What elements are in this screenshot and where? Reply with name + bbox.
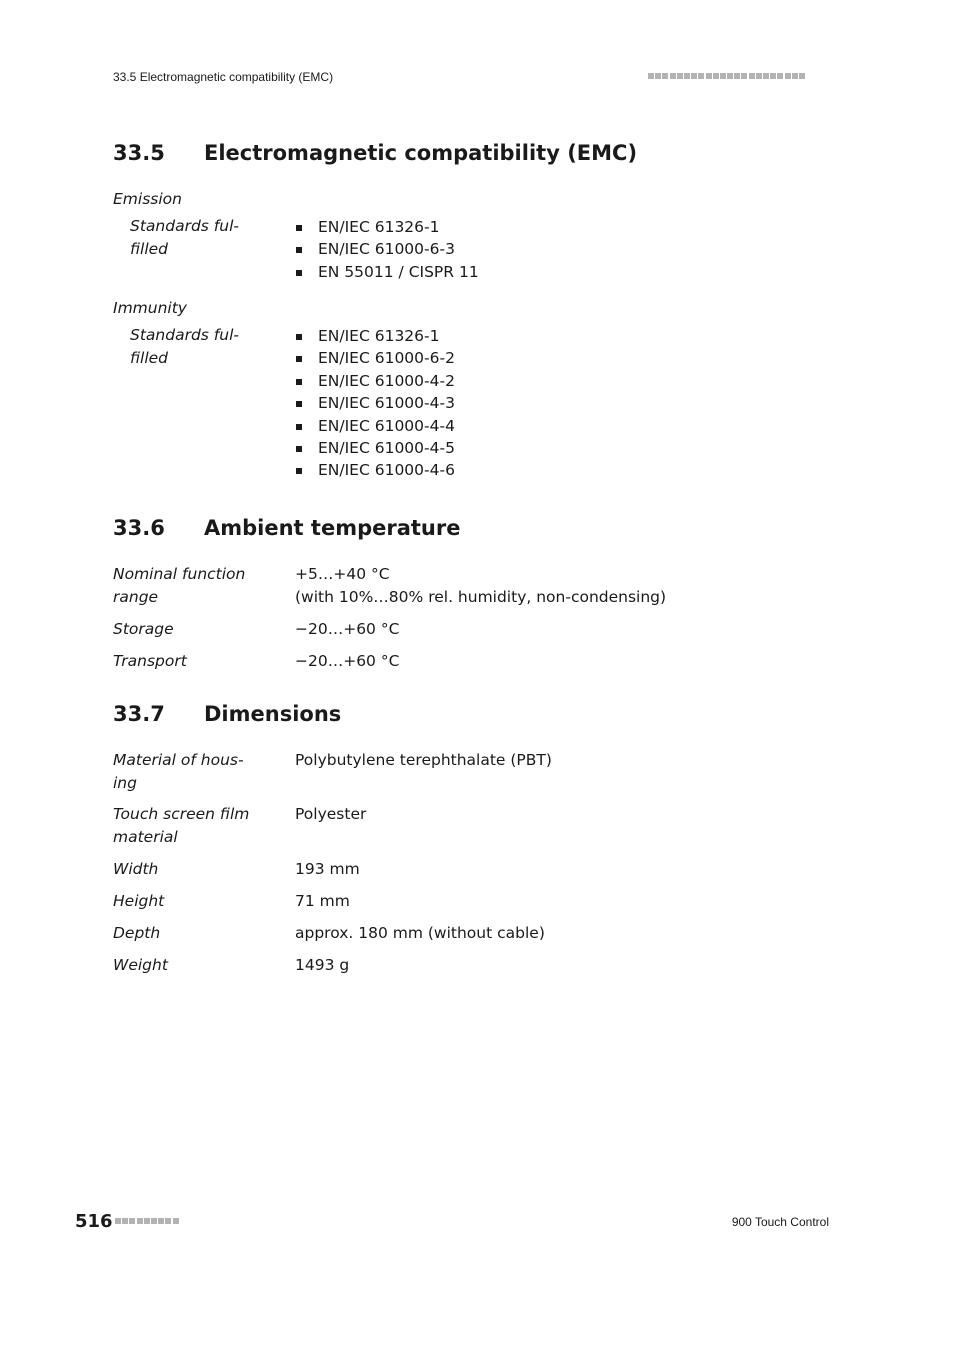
spec-value: Polyester [295, 805, 367, 823]
label-line: Material of hous- [113, 751, 244, 769]
spec-label: Height [113, 892, 165, 910]
spec-label [113, 803, 249, 849]
list-item: EN/IEC 61000-4-4 [295, 415, 455, 437]
list-item: EN/IEC 61326-1 [295, 216, 479, 238]
label-line: Nominal function [113, 565, 246, 583]
spec-label: Transport [113, 652, 187, 670]
label-line: filled [130, 349, 169, 367]
spec-label [113, 563, 245, 609]
section-number: 33.7 [113, 702, 165, 726]
list-item: EN/IEC 61000-6-2 [295, 347, 455, 369]
list-item: EN/IEC 61000-4-3 [295, 392, 455, 414]
label-line: Standards ful- [130, 217, 239, 235]
spec-value: Polybutylene terephthalate (PBT) [295, 751, 552, 769]
spec-label: Storage [113, 620, 174, 638]
label-line: range [113, 588, 159, 606]
spec-label: Weight [113, 956, 168, 974]
label-line: Standards ful- [130, 326, 239, 344]
label-line: filled [130, 240, 169, 258]
section-heading-emc [113, 141, 637, 165]
emission-standards-list [295, 216, 479, 283]
spec-label [113, 749, 244, 795]
list-item: EN/IEC 61000-4-5 [295, 437, 455, 459]
list-item: EN 55011 / CISPR 11 [295, 261, 479, 283]
emission-heading: Emission [113, 190, 182, 208]
spec-value: −20…+60 °C [295, 652, 400, 670]
section-number: 33.5 [113, 141, 165, 165]
list-item: EN/IEC 61000-4-2 [295, 370, 455, 392]
spec-value [295, 563, 666, 608]
label-line: Touch screen film [113, 805, 250, 823]
spec-value: 71 mm [295, 892, 350, 910]
spec-value: 193 mm [295, 860, 360, 878]
spec-value: 1493 g [295, 956, 350, 974]
section-title: Electromagnetic compatibility (EMC) [204, 141, 638, 165]
spec-label: Width [113, 860, 159, 878]
value-line: (with 10%…80% rel. humidity, non-condensing) [295, 587, 667, 606]
page-number: 516 [75, 1211, 113, 1232]
header-decoration-dots [648, 73, 805, 79]
spec-label: Depth [113, 924, 161, 942]
list-item: EN/IEC 61326-1 [295, 325, 455, 347]
section-title: Dimensions [204, 702, 342, 726]
value-line: +5…+40 °C [295, 565, 390, 583]
product-name: 900 Touch Control [731, 1215, 829, 1229]
immunity-heading: Immunity [113, 299, 187, 317]
spec-value: approx. 180 mm (without cable) [295, 924, 545, 942]
running-header-title: 33.5 Electromagnetic compatibility (EMC) [113, 70, 334, 84]
list-item: EN/IEC 61000-4-6 [295, 459, 455, 481]
section-title: Ambient temperature [204, 516, 461, 540]
footer-decoration-dots [115, 1218, 179, 1224]
spec-value: −20…+60 °C [295, 620, 400, 638]
section-number: 33.6 [113, 516, 165, 540]
label-line: ing [113, 774, 137, 792]
label-line: material [113, 828, 178, 846]
section-heading-dimensions [113, 702, 341, 726]
section-heading-ambient [113, 516, 460, 540]
immunity-standards-list [295, 325, 455, 482]
emission-standards-label [130, 215, 239, 261]
list-item: EN/IEC 61000-6-3 [295, 238, 479, 260]
immunity-standards-label [130, 324, 239, 370]
